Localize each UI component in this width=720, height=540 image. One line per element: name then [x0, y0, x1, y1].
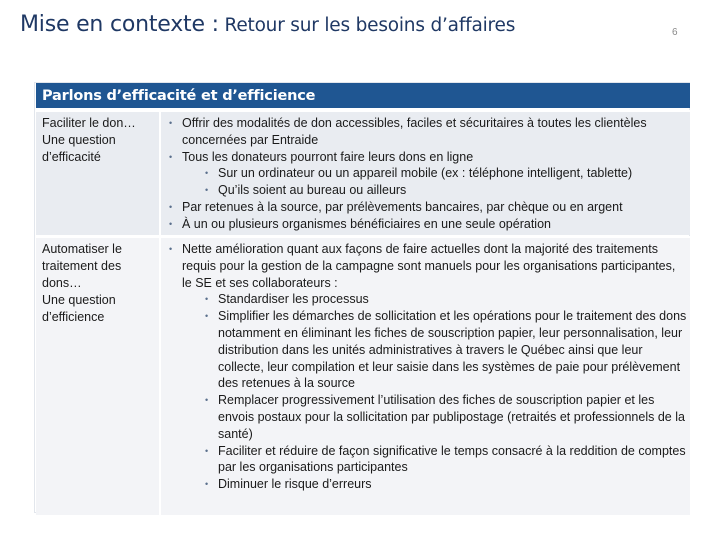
slide-title — [20, 12, 515, 37]
table-row — [36, 110, 690, 235]
row-label — [42, 115, 160, 166]
slide-title-sub: Retour sur les besoins d’affaires — [218, 15, 516, 36]
bullet-subitem: • Remplacer progressivement l’utilisation des fiches de souscription papier et les envois postaux pour la sollicitation par publipostage (retraités et professionnels de la santé) — [204, 392, 688, 442]
table-row — [36, 236, 690, 515]
bullet-item: • À un ou plusieurs organismes bénéficiaires en une seule opération — [168, 216, 688, 233]
row-label — [42, 241, 160, 326]
column-divider — [159, 112, 161, 235]
row-label-line: Une question — [42, 293, 116, 307]
bullet-subitem: • Standardiser les processus — [204, 291, 688, 308]
bullet-item: • Offrir des modalités de don accessibles, faciles et sécuritaires à toutes les clientèles concernées par Entraide — [168, 115, 688, 149]
row-label-line: d’efficacité — [42, 150, 101, 164]
bullet-item: • Nette amélioration quant aux façons de faire actuelles dont la majorité des traitements requis pour la gestion de la campagne sont manuels pour les organisations participantes, le SE et ses collaborateurs : — [168, 241, 688, 291]
row-label-line: traitement des — [42, 259, 122, 273]
bullet-subitem: • Diminuer le risque d’erreurs — [204, 476, 688, 493]
bullet-item: • Par retenues à la source, par prélèvements bancaires, par chèque ou en argent — [168, 199, 688, 216]
page-number: 6 — [672, 27, 678, 38]
row-label-line: d’efficience — [42, 310, 105, 324]
row-label-line: Faciliter le don… — [42, 116, 136, 130]
row-bullets — [168, 115, 688, 233]
slide-title-main: Mise en contexte : — [20, 12, 219, 37]
row-label-line: dons… — [42, 276, 82, 290]
bullet-item: • Tous les donateurs pourront faire leurs dons en ligne — [168, 149, 688, 166]
bullet-subitem: • Qu’ils soient au bureau ou ailleurs — [204, 182, 688, 199]
table-header — [36, 83, 690, 108]
row-bullets — [168, 241, 688, 493]
row-label-line: Automatiser le — [42, 242, 122, 256]
row-label-line: Une question — [42, 133, 116, 147]
column-divider — [159, 238, 161, 515]
bullet-subitem: • Faciliter et réduire de façon significative le temps consacré à la reddition de comptes par les organisations participantes — [204, 443, 688, 477]
bullet-subitem: • Sur un ordinateur ou un appareil mobile (ex : téléphone intelligent, tablette) — [204, 165, 688, 182]
bullet-subitem: • Simplifier les démarches de sollicitation et les opérations pour le traitement des dons notamment en éliminant les fiches de souscription papier, leur personnalisation, leur distribution dans les unités administratives à travers le Québec ainsi que leur collecte, leur compilation et leur saisie dans les systèmes de paie pour prélèvement des retenues à la source — [204, 308, 688, 392]
table-header-label: Parlons d’efficacité et d’efficience — [42, 88, 316, 104]
